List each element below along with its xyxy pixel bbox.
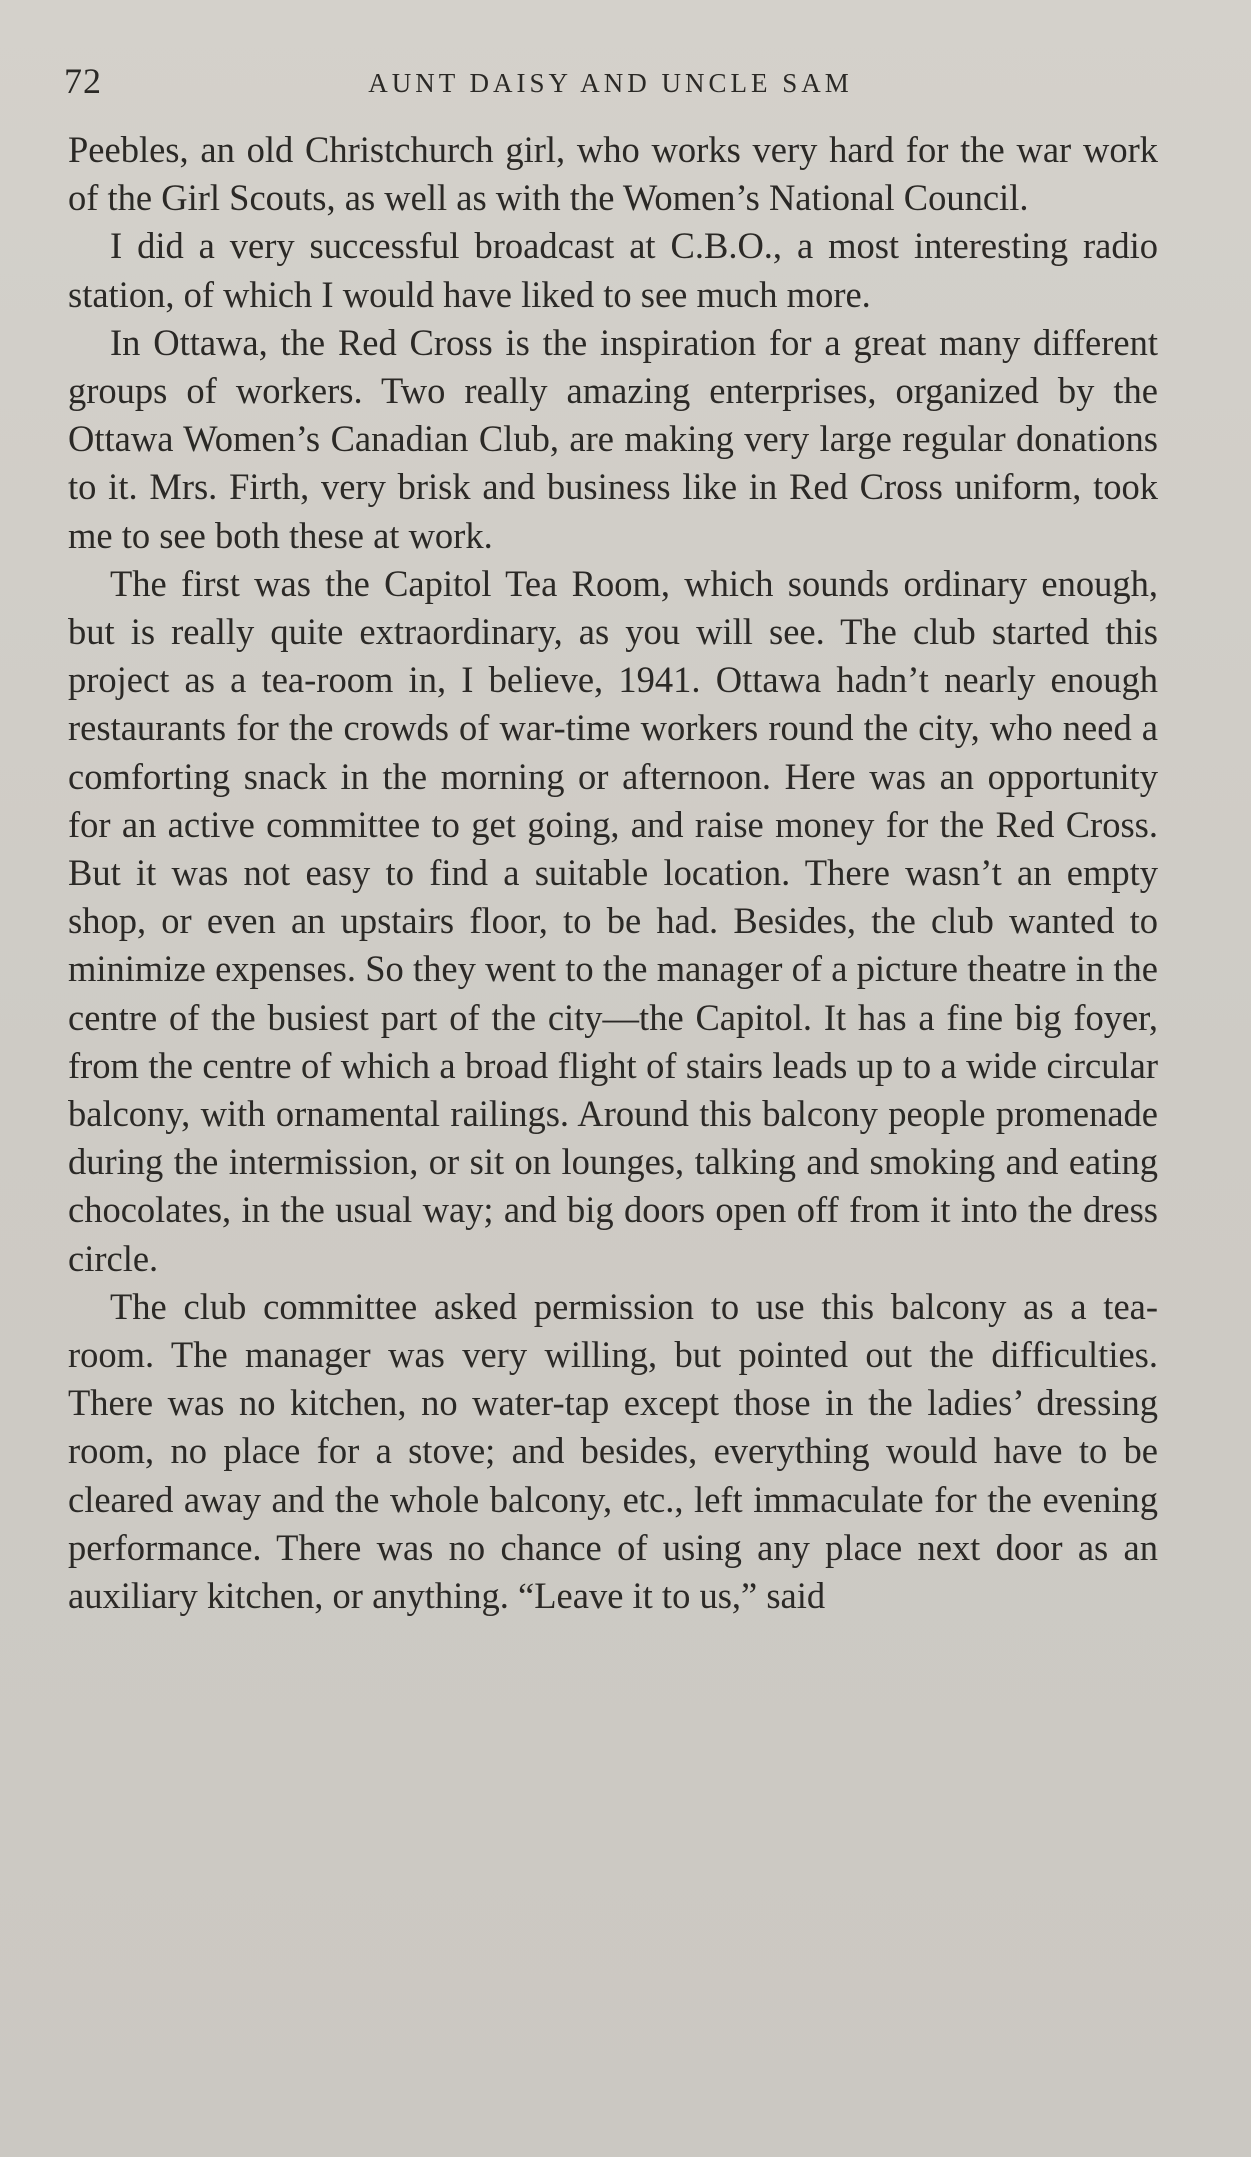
paragraph-ottawa-red-cross: In Ottawa, the Red Cross is the inspiration for a great many different groups of workers. Two really amazing enterprises, organized by the Ottawa Women’s Canadian Club, are making very large regular donations to it. Mrs. Firth, very brisk and business like in Red Cross uniform, took me to see both these at work.: [68, 321, 1158, 556]
paragraph-club-committee: The club committee asked permission to use this balcony as a tea-room. The manager was very willing, but pointed out the difficulties. There was no kitchen, no water-tap except those in the ladies’ dressing room, no place for a stove; and besides, everything would have to be cleared away and the whole balcony, etc., left immaculate for the evening performance. There was no chance of using any place next door as an auxiliary kitchen, or anything. “Leave it to us,” said: [68, 1285, 1158, 1617]
paragraph-continued: Peebles, an old Christchurch girl, who works very hard for the war work of the Girl Scouts, as well as with the Women’s National Council.: [68, 129, 1158, 219]
page-number: 72: [64, 61, 102, 101]
page-header: [64, 60, 1157, 112]
paragraph-broadcast: I did a very successful broadcast at C.B.O., a most interesting radio station, of which I would have liked to see much more.: [68, 225, 1158, 315]
paragraph-capitol-tea-room: The first was the Capitol Tea Room, which sounds ordinary enough, but is really quite extraordinary, as you will see. The club started this project as a tea-room in, I believe, 1941. Ottawa hadn’t nearly enough restaurants for the crowds of war-time workers round the city, who need a comforting snack in the morning or afternoon. Here was an opportunity for an active committee to get going, and raise money for the Red Cross. But it was not easy to find a suitable location. There wasn’t an empty shop, or even an upstairs floor, to be had. Besides, the club wanted to minimize expenses. So they went to the manager of a picture theatre in the centre of the busiest part of the city—the Capitol. It has a fine big foyer, from the centre of which a broad flight of stairs leads up to a wide circular balcony, with ornamental railings. Around this balcony people promenade during the intermission, or sit on lounges, talking and smoking and eating chocolates, in the usual way; and big doors open off from it into the dress circle.: [68, 562, 1158, 1279]
body-text: [68, 126, 1158, 1620]
running-title: AUNT DAISY AND UNCLE SAM: [368, 68, 853, 98]
